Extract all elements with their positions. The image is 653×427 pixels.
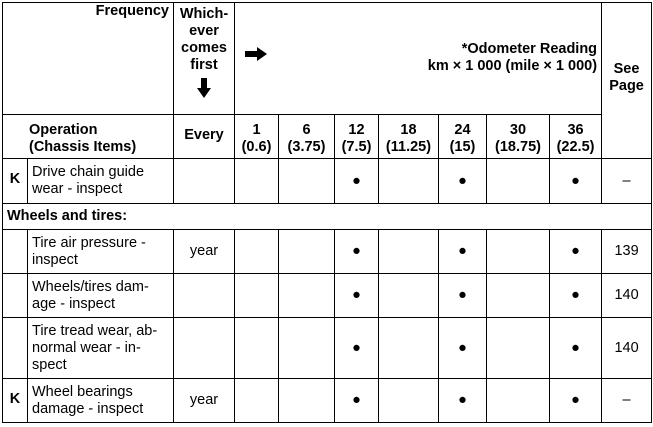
check-cell — [235, 159, 279, 204]
whichever-line: Which- — [179, 6, 229, 22]
check-dot-icon: ● — [352, 392, 361, 408]
check-cell — [550, 159, 602, 204]
check-cell — [279, 318, 335, 379]
table-row — [3, 379, 652, 423]
operation-line: Tire air pressure - — [32, 234, 146, 251]
check-dot-icon: ● — [458, 339, 467, 356]
row-mark: K — [3, 379, 28, 423]
check-dot-icon: ● — [458, 287, 467, 303]
check-cell — [335, 379, 379, 423]
check-cell — [379, 230, 439, 274]
check-dot-icon: ● — [352, 243, 361, 259]
check-dot-icon: ● — [352, 339, 361, 356]
section-title: Wheels and tires: — [3, 204, 652, 230]
check-cell — [235, 230, 279, 274]
check-cell — [235, 318, 279, 379]
check-dot-icon: ● — [571, 287, 580, 303]
section-row — [3, 204, 652, 230]
interval-mile: (22.5) — [556, 139, 595, 155]
check-cell — [379, 379, 439, 423]
check-dot-icon: ● — [571, 339, 580, 356]
operation-line: damage - inspect — [32, 400, 144, 417]
check-cell — [487, 274, 550, 318]
operation-name — [28, 230, 174, 274]
maintenance-table — [2, 2, 652, 423]
interval-mile: (0.6) — [241, 139, 272, 155]
interval-30 — [487, 115, 550, 159]
check-cell — [439, 274, 487, 318]
interval-6 — [279, 115, 335, 159]
table-row — [3, 318, 652, 379]
whichever-comes-first — [174, 3, 235, 115]
see-page-value: 140 — [602, 274, 652, 318]
every-value — [174, 159, 235, 204]
row-mark — [3, 274, 28, 318]
see-page-header — [602, 3, 652, 159]
check-cell — [279, 274, 335, 318]
check-cell — [235, 274, 279, 318]
table-row — [3, 274, 652, 318]
operation-name — [28, 159, 174, 204]
operation-line: age - inspect — [32, 295, 116, 312]
operation-name — [28, 318, 174, 379]
check-cell — [279, 379, 335, 423]
check-cell — [487, 318, 550, 379]
interval-km: 36 — [567, 122, 584, 138]
operation-line: Wheel bearings — [32, 383, 133, 400]
interval-mile: (3.75) — [287, 139, 326, 155]
odometer-units: km × 1 000 (mile × 1 000) — [427, 58, 598, 74]
table-row — [3, 159, 652, 204]
operation-name — [28, 274, 174, 318]
check-dot-icon: ● — [458, 392, 467, 408]
every-header: Every — [174, 115, 235, 159]
check-cell — [439, 230, 487, 274]
interval-km: 6 — [302, 122, 311, 138]
check-dot-icon: ● — [352, 172, 361, 189]
check-cell — [279, 230, 335, 274]
odometer-reading-header — [235, 3, 602, 115]
every-value — [174, 318, 235, 379]
check-cell — [487, 159, 550, 204]
interval-12 — [335, 115, 379, 159]
whichever-line: comes — [181, 40, 227, 56]
check-cell — [439, 318, 487, 379]
interval-km: 1 — [252, 122, 261, 138]
check-cell — [550, 379, 602, 423]
check-cell — [335, 274, 379, 318]
operation-line: (Chassis Items) — [29, 139, 137, 155]
check-cell — [335, 318, 379, 379]
check-cell — [550, 318, 602, 379]
odometer-title: *Odometer Reading — [461, 41, 598, 57]
check-cell — [335, 159, 379, 204]
check-cell — [279, 159, 335, 204]
check-dot-icon: ● — [571, 243, 580, 259]
operation-line: inspect — [32, 251, 78, 268]
table-row — [3, 230, 652, 274]
check-cell — [335, 230, 379, 274]
frequency-label: Frequency — [3, 3, 174, 115]
see-page-value: – — [602, 379, 652, 423]
every-value: year — [174, 230, 235, 274]
interval-km: 24 — [454, 122, 471, 138]
row-mark — [3, 318, 28, 379]
check-cell — [235, 379, 279, 423]
operation-line: spect — [32, 356, 67, 373]
check-cell — [550, 274, 602, 318]
check-cell — [439, 159, 487, 204]
check-cell — [379, 318, 439, 379]
check-cell — [487, 379, 550, 423]
operation-line: Drive chain guide — [32, 164, 145, 180]
check-dot-icon: ● — [458, 243, 467, 259]
arrow-right-icon — [245, 47, 267, 61]
whichever-line: ever — [189, 23, 219, 39]
operation-line: Operation — [29, 122, 98, 138]
arrow-down-icon — [197, 78, 211, 98]
interval-mile: (18.75) — [495, 139, 541, 155]
check-dot-icon: ● — [571, 172, 580, 189]
interval-km: 18 — [400, 122, 417, 138]
operation-line: Tire tread wear, ab- — [32, 322, 158, 339]
interval-mile: (7.5) — [341, 139, 372, 155]
row-mark: K — [3, 159, 28, 204]
interval-km: 30 — [509, 122, 527, 138]
operation-line: Wheels/tires dam- — [32, 278, 149, 295]
header-row-bottom — [3, 115, 652, 159]
see-page-line: See — [613, 61, 640, 77]
interval-mile: (11.25) — [385, 139, 432, 155]
operation-line: wear - inspect — [32, 181, 123, 197]
check-cell — [379, 159, 439, 204]
check-cell — [439, 379, 487, 423]
check-cell — [379, 274, 439, 318]
interval-24 — [439, 115, 487, 159]
see-page-value: 140 — [602, 318, 652, 379]
operation-header — [3, 115, 174, 159]
operation-name — [28, 379, 174, 423]
header-row-top — [3, 3, 652, 115]
row-mark — [3, 230, 28, 274]
interval-km: 12 — [348, 122, 365, 138]
check-cell — [550, 230, 602, 274]
interval-1 — [235, 115, 279, 159]
whichever-line: first — [190, 57, 218, 73]
check-dot-icon: ● — [352, 287, 361, 303]
interval-mile: (15) — [449, 139, 476, 155]
check-dot-icon: ● — [571, 392, 580, 408]
every-value — [174, 274, 235, 318]
check-dot-icon: ● — [458, 172, 467, 189]
check-cell — [487, 230, 550, 274]
interval-36 — [550, 115, 602, 159]
see-page-value: 139 — [602, 230, 652, 274]
every-value: year — [174, 379, 235, 423]
see-page-value: – — [602, 159, 652, 204]
interval-18 — [379, 115, 439, 159]
maintenance-schedule — [2, 2, 651, 425]
operation-line: normal wear - in- — [32, 339, 141, 356]
see-page-line: Page — [609, 78, 644, 94]
